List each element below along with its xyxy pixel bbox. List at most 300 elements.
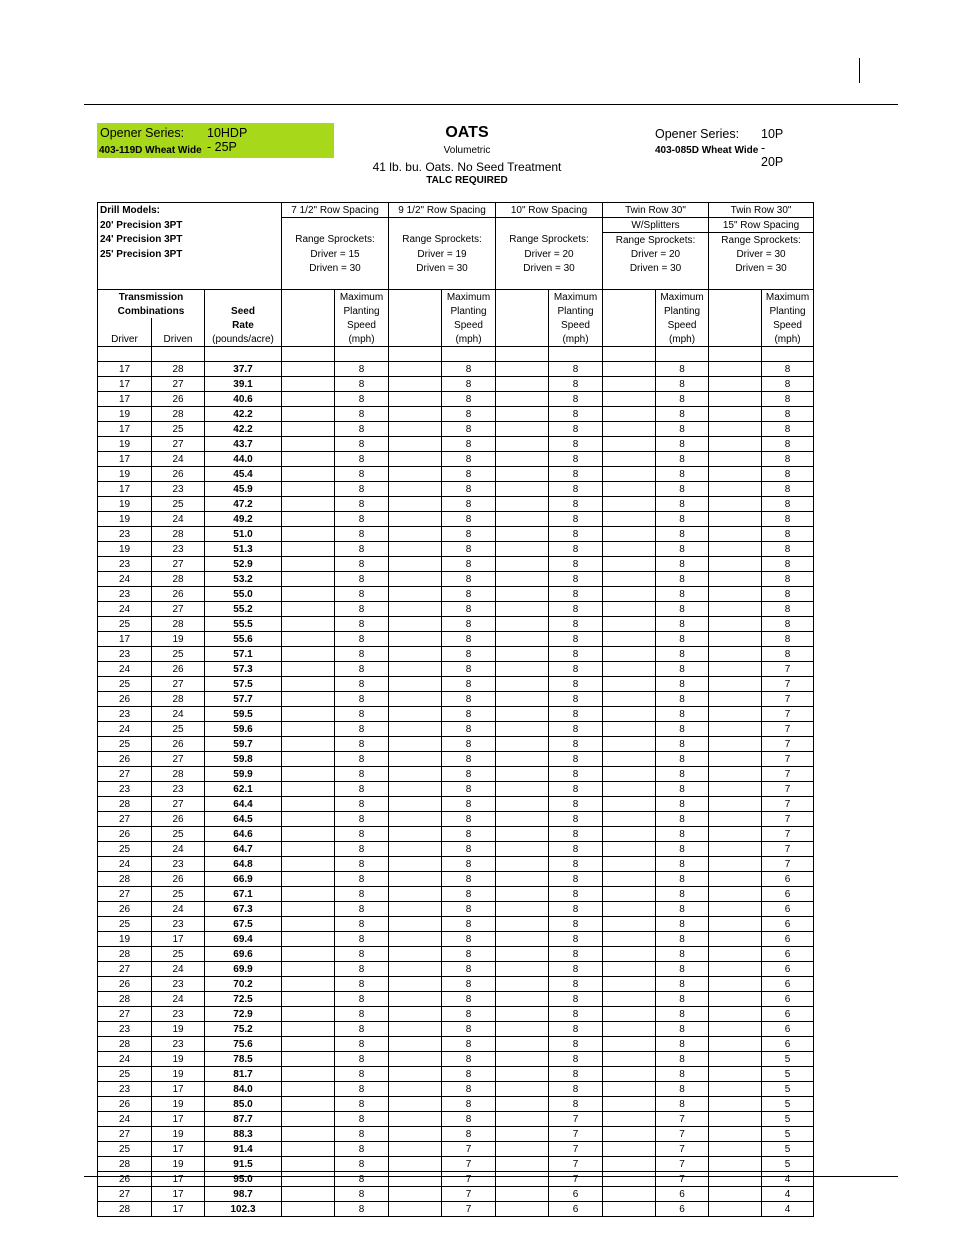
speed-cell-10: 8 bbox=[549, 542, 603, 557]
driven-cell: 25 bbox=[152, 647, 205, 662]
table-row bbox=[98, 1082, 814, 1097]
speed-cell-twin-splitters: 7 bbox=[656, 1127, 709, 1142]
speed-cell-7-5: 8 bbox=[335, 797, 389, 812]
blank-cell bbox=[709, 1127, 762, 1142]
speed-cell-9-5: 8 bbox=[442, 992, 496, 1007]
speed-cell-9-5: 8 bbox=[442, 692, 496, 707]
speed-cell-10: 8 bbox=[549, 692, 603, 707]
speed-cell-10: 8 bbox=[549, 512, 603, 527]
blank-cell bbox=[709, 632, 762, 647]
speed-cell-10: 8 bbox=[549, 857, 603, 872]
speed-cell-10: 8 bbox=[549, 662, 603, 677]
table-row bbox=[98, 722, 814, 737]
table-row bbox=[98, 977, 814, 992]
blank-cell bbox=[389, 1187, 442, 1202]
blank-cell bbox=[496, 377, 549, 392]
speed-cell-9-5: 8 bbox=[442, 482, 496, 497]
driver-cell: 27 bbox=[98, 1127, 152, 1142]
speed-cell-twin-splitters: 8 bbox=[656, 617, 709, 632]
blank-cell bbox=[282, 557, 335, 572]
blank-cell bbox=[709, 1187, 762, 1202]
speed-cell-9-5: 8 bbox=[442, 977, 496, 992]
blank-cell bbox=[709, 1142, 762, 1157]
blank-cell bbox=[335, 347, 389, 362]
driven-cell: 19 bbox=[152, 1022, 205, 1037]
speed-cell-10: 8 bbox=[549, 1037, 603, 1052]
blank-cell bbox=[389, 1067, 442, 1082]
driven-cell: 26 bbox=[152, 737, 205, 752]
speed-cell-twin-15: 8 bbox=[762, 497, 814, 512]
driver-cell: 28 bbox=[98, 872, 152, 887]
blank-cell bbox=[389, 572, 442, 587]
speed-cell-twin-splitters: 8 bbox=[656, 1082, 709, 1097]
speed-cell-9-5: 8 bbox=[442, 902, 496, 917]
driver-cell: 27 bbox=[98, 1187, 152, 1202]
driven-cell: 19 bbox=[152, 1052, 205, 1067]
speed-cell-9-5: 8 bbox=[442, 362, 496, 377]
blank-cell bbox=[709, 467, 762, 482]
blank-cell bbox=[389, 557, 442, 572]
speed-cell-twin-15: 7 bbox=[762, 677, 814, 692]
seed-rate-cell: 53.2 bbox=[205, 572, 282, 587]
driver-cell: 17 bbox=[98, 392, 152, 407]
speed-cell-10: 8 bbox=[549, 452, 603, 467]
table-row bbox=[98, 677, 814, 692]
speed-cell-twin-15: 5 bbox=[762, 1127, 814, 1142]
driver-cell: 28 bbox=[98, 947, 152, 962]
table-row bbox=[98, 392, 814, 407]
speed-cell-10: 8 bbox=[549, 1007, 603, 1022]
driver-cell: 24 bbox=[98, 722, 152, 737]
blank-cell bbox=[709, 977, 762, 992]
table-row bbox=[98, 692, 814, 707]
blank-cell bbox=[496, 782, 549, 797]
blank-cell bbox=[389, 947, 442, 962]
driven-cell: 19 bbox=[152, 1067, 205, 1082]
seed-rate-cell: 51.0 bbox=[205, 527, 282, 542]
speed-cell-10: 6 bbox=[549, 1202, 603, 1217]
speed-cell-9-5: 8 bbox=[442, 1112, 496, 1127]
driven-cell: 19 bbox=[152, 632, 205, 647]
blank-cell bbox=[603, 452, 656, 467]
blank-cell bbox=[282, 362, 335, 377]
blank-cell bbox=[496, 407, 549, 422]
driven-cell: 26 bbox=[152, 872, 205, 887]
spacing-sub-4: W/Splitters bbox=[603, 218, 709, 233]
range-label-5: Range Sprockets: bbox=[709, 233, 814, 248]
speed-cell-twin-splitters: 8 bbox=[656, 752, 709, 767]
blank-cell bbox=[709, 347, 762, 362]
header-row-driver bbox=[98, 247, 814, 261]
blank-cell bbox=[603, 557, 656, 572]
driven-cell: 17 bbox=[152, 1172, 205, 1187]
blank-cell bbox=[603, 377, 656, 392]
blank-cell bbox=[389, 662, 442, 677]
blank-cell bbox=[709, 692, 762, 707]
blank-cell bbox=[389, 1052, 442, 1067]
blank-cell bbox=[496, 872, 549, 887]
speed-cell-twin-15: 7 bbox=[762, 752, 814, 767]
blank-cell bbox=[389, 452, 442, 467]
blank-cell bbox=[709, 797, 762, 812]
blank-cell bbox=[389, 542, 442, 557]
blank-cell bbox=[389, 737, 442, 752]
driven-cell: 26 bbox=[152, 587, 205, 602]
blank-cell bbox=[603, 1127, 656, 1142]
blank-cell bbox=[282, 437, 335, 452]
blank-cell bbox=[709, 482, 762, 497]
speed-cell-10: 8 bbox=[549, 572, 603, 587]
seed-rate-cell: 52.9 bbox=[205, 557, 282, 572]
blank-cell bbox=[282, 1097, 335, 1112]
blank-cell bbox=[282, 347, 335, 362]
speed-cell-twin-splitters: 8 bbox=[656, 797, 709, 812]
speed-cell-9-5: 7 bbox=[442, 1187, 496, 1202]
blank-cell bbox=[282, 617, 335, 632]
driver-cell: 28 bbox=[98, 1202, 152, 1217]
speed-cell-10: 8 bbox=[549, 977, 603, 992]
seed-rate-cell: 69.9 bbox=[205, 962, 282, 977]
speed-cell-twin-splitters: 6 bbox=[656, 1202, 709, 1217]
spacer-cell bbox=[709, 275, 814, 290]
speed-cell-9-5: 8 bbox=[442, 1127, 496, 1142]
driver-cell: 23 bbox=[98, 707, 152, 722]
blank-cell bbox=[709, 362, 762, 377]
seed-rate-cell: 39.1 bbox=[205, 377, 282, 392]
blank-cell bbox=[282, 527, 335, 542]
speed-cell-7-5: 8 bbox=[335, 482, 389, 497]
blank-cell bbox=[282, 1052, 335, 1067]
speed-cell-twin-15: 8 bbox=[762, 572, 814, 587]
blank-cell bbox=[603, 347, 656, 362]
driver-cell: 26 bbox=[98, 827, 152, 842]
seed-rate-cell: 45.9 bbox=[205, 482, 282, 497]
seed-rate-cell: 55.5 bbox=[205, 617, 282, 632]
speed-cell-7-5: 8 bbox=[335, 557, 389, 572]
driven-cell: 23 bbox=[152, 857, 205, 872]
driver-cell: 25 bbox=[98, 677, 152, 692]
seed-rate-cell: 42.2 bbox=[205, 422, 282, 437]
driven-cell: 26 bbox=[152, 467, 205, 482]
blank-cell bbox=[603, 617, 656, 632]
speed-cell-twin-15: 7 bbox=[762, 692, 814, 707]
range-driver-1: Driver = 15 bbox=[282, 247, 389, 261]
blank-cell bbox=[389, 1127, 442, 1142]
speed-cell-twin-splitters: 8 bbox=[656, 407, 709, 422]
speed-cell-twin-15: 5 bbox=[762, 1142, 814, 1157]
blank-cell bbox=[603, 392, 656, 407]
speed-cell-twin-15: 8 bbox=[762, 467, 814, 482]
seed-rate-cell: 57.3 bbox=[205, 662, 282, 677]
right-series-label: Opener Series: bbox=[655, 127, 740, 141]
blank-cell bbox=[709, 842, 762, 857]
speed-cell-twin-15: 8 bbox=[762, 407, 814, 422]
blank-cell bbox=[709, 992, 762, 1007]
speed-cell-10: 8 bbox=[549, 632, 603, 647]
speed-cell-10: 7 bbox=[549, 1127, 603, 1142]
driver-cell: 24 bbox=[98, 662, 152, 677]
range-driver-2: Driver = 19 bbox=[389, 247, 496, 261]
left-series-label: Opener Series: bbox=[100, 126, 185, 140]
blank-cell bbox=[603, 722, 656, 737]
blank-cell bbox=[389, 1097, 442, 1112]
speed-cell-9-5: 8 bbox=[442, 917, 496, 932]
table-row bbox=[98, 842, 814, 857]
speed-head-5b: Planting bbox=[762, 304, 814, 318]
speed-cell-9-5: 8 bbox=[442, 602, 496, 617]
speed-cell-9-5: 8 bbox=[442, 617, 496, 632]
driver-cell: 25 bbox=[98, 1142, 152, 1157]
speed-cell-7-5: 8 bbox=[335, 1067, 389, 1082]
driver-cell: 24 bbox=[98, 602, 152, 617]
speed-head-1b: Planting bbox=[335, 304, 389, 318]
blank-cell bbox=[496, 318, 549, 332]
speed-cell-10: 8 bbox=[549, 617, 603, 632]
speed-cell-twin-splitters: 8 bbox=[656, 962, 709, 977]
speed-cell-twin-15: 6 bbox=[762, 872, 814, 887]
driver-cell: 28 bbox=[98, 1157, 152, 1172]
blank-cell bbox=[389, 482, 442, 497]
driven-cell: 17 bbox=[152, 932, 205, 947]
blank-cell bbox=[282, 707, 335, 722]
seed-rate-cell: 43.7 bbox=[205, 437, 282, 452]
blank-cell bbox=[709, 617, 762, 632]
blank-cell bbox=[603, 602, 656, 617]
blank-cell bbox=[496, 932, 549, 947]
speed-cell-9-5: 8 bbox=[442, 467, 496, 482]
speed-cell-twin-15: 5 bbox=[762, 1097, 814, 1112]
speed-cell-10: 8 bbox=[549, 467, 603, 482]
blank-cell bbox=[389, 977, 442, 992]
col-header-row-2 bbox=[98, 304, 814, 318]
speed-cell-7-5: 8 bbox=[335, 422, 389, 437]
spacing-sub-5: 15" Row Spacing bbox=[709, 218, 814, 233]
speed-cell-9-5: 8 bbox=[442, 752, 496, 767]
speed-cell-twin-splitters: 8 bbox=[656, 437, 709, 452]
range-driven-2: Driven = 30 bbox=[389, 261, 496, 275]
table-row bbox=[98, 452, 814, 467]
speed-cell-twin-splitters: 7 bbox=[656, 1172, 709, 1187]
seed-rate-cell: 75.2 bbox=[205, 1022, 282, 1037]
blank-cell bbox=[496, 1097, 549, 1112]
driven-cell: 27 bbox=[152, 377, 205, 392]
blank-cell bbox=[282, 587, 335, 602]
range-driver-3: Driver = 20 bbox=[496, 247, 603, 261]
speed-cell-10: 8 bbox=[549, 722, 603, 737]
table-body bbox=[98, 203, 814, 1217]
pounds-acre-label: (pounds/acre) bbox=[205, 332, 282, 347]
blank-cell bbox=[709, 1157, 762, 1172]
range-driven-4: Driven = 30 bbox=[603, 261, 709, 275]
blank-cell bbox=[709, 812, 762, 827]
speed-cell-twin-15: 8 bbox=[762, 602, 814, 617]
speed-cell-10: 8 bbox=[549, 737, 603, 752]
seed-rate-cell: 64.5 bbox=[205, 812, 282, 827]
speed-cell-7-5: 8 bbox=[335, 1202, 389, 1217]
spacing-header-4: Twin Row 30" bbox=[603, 203, 709, 218]
speed-cell-twin-15: 6 bbox=[762, 992, 814, 1007]
speed-cell-twin-splitters: 8 bbox=[656, 782, 709, 797]
blank-cell bbox=[496, 947, 549, 962]
blank-cell bbox=[389, 422, 442, 437]
speed-cell-9-5: 8 bbox=[442, 707, 496, 722]
seed-rate-cell: 57.1 bbox=[205, 647, 282, 662]
seed-rate-cell: 59.9 bbox=[205, 767, 282, 782]
table-row bbox=[98, 902, 814, 917]
speed-cell-10: 8 bbox=[549, 782, 603, 797]
blank-cell bbox=[496, 842, 549, 857]
table-row bbox=[98, 827, 814, 842]
blank-cell bbox=[389, 632, 442, 647]
speed-cell-10: 8 bbox=[549, 677, 603, 692]
blank-cell bbox=[282, 1037, 335, 1052]
speed-cell-twin-15: 8 bbox=[762, 377, 814, 392]
driven-cell: 26 bbox=[152, 392, 205, 407]
speed-cell-9-5: 8 bbox=[442, 827, 496, 842]
blank-cell bbox=[282, 422, 335, 437]
blank-cell bbox=[603, 1067, 656, 1082]
blank-cell bbox=[389, 872, 442, 887]
blank-cell bbox=[389, 1142, 442, 1157]
speed-cell-twin-15: 7 bbox=[762, 737, 814, 752]
seed-rate-cell: 95.0 bbox=[205, 1172, 282, 1187]
speed-cell-7-5: 8 bbox=[335, 962, 389, 977]
table-row bbox=[98, 947, 814, 962]
blank-cell bbox=[282, 1067, 335, 1082]
driven-cell: 23 bbox=[152, 482, 205, 497]
speed-cell-7-5: 8 bbox=[335, 737, 389, 752]
spacing-header-3: 10" Row Spacing bbox=[496, 203, 603, 218]
seed-rate-cell: 67.5 bbox=[205, 917, 282, 932]
driven-cell: 27 bbox=[152, 797, 205, 812]
speed-head-3b: Planting bbox=[549, 304, 603, 318]
speed-cell-twin-15: 8 bbox=[762, 542, 814, 557]
speed-cell-7-5: 8 bbox=[335, 1157, 389, 1172]
seed-rate-cell: 84.0 bbox=[205, 1082, 282, 1097]
driver-cell: 26 bbox=[98, 902, 152, 917]
blank-cell bbox=[603, 1037, 656, 1052]
table-row bbox=[98, 362, 814, 377]
speed-cell-9-5: 8 bbox=[442, 962, 496, 977]
blank-cell bbox=[709, 1097, 762, 1112]
seed-rate-cell: 88.3 bbox=[205, 1127, 282, 1142]
driven-cell: 25 bbox=[152, 887, 205, 902]
speed-cell-7-5: 8 bbox=[335, 782, 389, 797]
blank-cell bbox=[282, 602, 335, 617]
blank-cell bbox=[709, 917, 762, 932]
speed-head-5c: Speed bbox=[762, 318, 814, 332]
blank-cell bbox=[389, 812, 442, 827]
driver-cell: 17 bbox=[98, 362, 152, 377]
driver-cell: 26 bbox=[98, 1097, 152, 1112]
seed-rate-cell: 81.7 bbox=[205, 1067, 282, 1082]
table-row bbox=[98, 932, 814, 947]
speed-head-4d: (mph) bbox=[656, 332, 709, 347]
method-label: Volumetric bbox=[443, 145, 491, 156]
speed-cell-10: 8 bbox=[549, 872, 603, 887]
blank-cell bbox=[549, 347, 603, 362]
driver-cell: 25 bbox=[98, 842, 152, 857]
blank-cell bbox=[496, 437, 549, 452]
driven-cell: 25 bbox=[152, 497, 205, 512]
blank-cell bbox=[496, 992, 549, 1007]
blank-cell bbox=[205, 347, 282, 362]
driver-cell: 17 bbox=[98, 422, 152, 437]
blank-cell bbox=[282, 542, 335, 557]
speed-cell-9-5: 8 bbox=[442, 782, 496, 797]
speed-cell-9-5: 8 bbox=[442, 632, 496, 647]
speed-cell-twin-splitters: 6 bbox=[656, 1187, 709, 1202]
blank-cell bbox=[762, 347, 814, 362]
speed-cell-twin-splitters: 8 bbox=[656, 1007, 709, 1022]
speed-cell-7-5: 8 bbox=[335, 437, 389, 452]
blank-cell bbox=[709, 377, 762, 392]
blank-cell bbox=[709, 782, 762, 797]
seed-rate-cell: 102.3 bbox=[205, 1202, 282, 1217]
blank-cell bbox=[282, 647, 335, 662]
speed-cell-twin-splitters: 8 bbox=[656, 917, 709, 932]
speed-cell-9-5: 8 bbox=[442, 377, 496, 392]
blank-cell bbox=[282, 722, 335, 737]
seed-rate-cell: 55.6 bbox=[205, 632, 282, 647]
speed-cell-9-5: 8 bbox=[442, 887, 496, 902]
blank-cell bbox=[603, 902, 656, 917]
blank-cell bbox=[709, 1112, 762, 1127]
blank-cell bbox=[389, 842, 442, 857]
blank-cell bbox=[496, 347, 549, 362]
blank-cell bbox=[389, 1037, 442, 1052]
seed-rate-cell: 69.4 bbox=[205, 932, 282, 947]
speed-cell-7-5: 8 bbox=[335, 767, 389, 782]
drill-model-2: 24' Precision 3PT bbox=[98, 233, 282, 248]
seed-rate-cell: 69.6 bbox=[205, 947, 282, 962]
driver-cell: 17 bbox=[98, 377, 152, 392]
speed-cell-7-5: 8 bbox=[335, 947, 389, 962]
speed-cell-twin-splitters: 8 bbox=[656, 677, 709, 692]
blank-cell bbox=[496, 722, 549, 737]
range-label-1: Range Sprockets: bbox=[282, 233, 389, 248]
driver-cell: 24 bbox=[98, 1112, 152, 1127]
blank-cell bbox=[603, 482, 656, 497]
driven-cell: 19 bbox=[152, 1127, 205, 1142]
speed-cell-twin-15: 5 bbox=[762, 1082, 814, 1097]
blank-cell bbox=[603, 497, 656, 512]
speed-cell-twin-15: 6 bbox=[762, 917, 814, 932]
blank-cell bbox=[603, 512, 656, 527]
speed-cell-9-5: 8 bbox=[442, 587, 496, 602]
driver-cell: 17 bbox=[98, 482, 152, 497]
speed-cell-10: 8 bbox=[549, 527, 603, 542]
speed-cell-7-5: 8 bbox=[335, 977, 389, 992]
blank-cell bbox=[603, 857, 656, 872]
blank-cell bbox=[709, 602, 762, 617]
speed-cell-9-5: 8 bbox=[442, 392, 496, 407]
range-label-3: Range Sprockets: bbox=[496, 233, 603, 248]
blank-cell bbox=[496, 692, 549, 707]
blank-cell bbox=[709, 304, 762, 318]
blank-cell bbox=[389, 707, 442, 722]
combinations-label: Combinations bbox=[98, 304, 205, 318]
speed-cell-7-5: 8 bbox=[335, 857, 389, 872]
speed-cell-9-5: 8 bbox=[442, 1037, 496, 1052]
driven-cell: 23 bbox=[152, 977, 205, 992]
driver-cell: 26 bbox=[98, 752, 152, 767]
blank-cell bbox=[282, 512, 335, 527]
speed-cell-9-5: 8 bbox=[442, 797, 496, 812]
left-opener-series-box bbox=[97, 123, 334, 158]
blank-cell bbox=[603, 467, 656, 482]
blank-cell bbox=[603, 1052, 656, 1067]
